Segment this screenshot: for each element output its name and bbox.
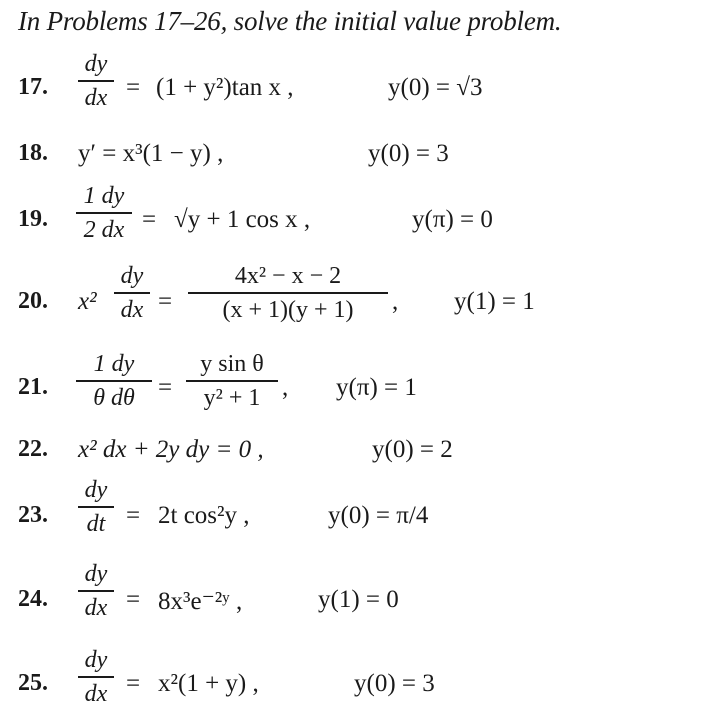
- right-hand-side: (1 + y²)tan x ,: [156, 74, 294, 101]
- problem-number: 18.: [18, 140, 48, 166]
- equals-sign: =: [126, 502, 141, 529]
- problem-19: [18, 182, 708, 242]
- problem-21: [18, 350, 708, 410]
- fraction-denominator: dx: [84, 594, 108, 621]
- derivative-fraction: [78, 560, 114, 622]
- fraction-numerator: 1 dy: [93, 351, 135, 377]
- initial-condition: y(0) = 2: [372, 436, 453, 463]
- initial-condition: y(π) = 1: [336, 374, 417, 401]
- initial-condition: y(0) = 3: [368, 140, 449, 167]
- right-hand-side: 8x³e⁻²ʸ ,: [158, 588, 243, 615]
- equation: y′ = x³(1 − y) ,: [78, 140, 224, 167]
- fraction-numerator: dy: [84, 51, 108, 77]
- derivative-fraction: [114, 262, 150, 324]
- initial-condition: y(0) = 3: [354, 670, 435, 697]
- problem-25: [18, 646, 708, 706]
- equals-sign: =: [142, 206, 157, 233]
- fraction-numerator: dy: [120, 263, 144, 289]
- equation: x² dx + 2y dy = 0 ,: [78, 436, 264, 463]
- problem-17: [18, 50, 708, 110]
- problem-number: 25.: [18, 670, 48, 696]
- fraction-denominator: (x + 1)(y + 1): [222, 296, 354, 323]
- problem-23: [18, 476, 708, 536]
- equals-sign: =: [126, 74, 141, 101]
- initial-condition: y(1) = 0: [318, 586, 399, 613]
- problem-20: [18, 262, 708, 322]
- equals-sign: =: [158, 288, 173, 315]
- problem-number: 19.: [18, 206, 48, 232]
- derivative-fraction: [78, 50, 114, 112]
- lhs-prefix: x²: [78, 288, 97, 315]
- fraction-numerator: 4x² − x − 2: [234, 263, 342, 289]
- fraction-denominator: dx: [120, 296, 144, 323]
- problem-number: 24.: [18, 586, 48, 612]
- derivative-fraction: [78, 646, 114, 708]
- problem-number: 23.: [18, 502, 48, 528]
- equals-sign: =: [126, 586, 141, 613]
- comma: ,: [282, 374, 289, 401]
- rhs-fraction: [188, 262, 388, 324]
- fraction-denominator: dt: [86, 510, 106, 537]
- problem-number: 22.: [18, 436, 48, 462]
- equals-sign: =: [126, 670, 141, 697]
- initial-condition: y(0) = √3: [388, 74, 483, 101]
- fraction-denominator: dx: [84, 680, 108, 707]
- fraction-numerator: 1 dy: [83, 183, 125, 209]
- right-hand-side: x²(1 + y) ,: [158, 670, 259, 697]
- initial-condition: y(1) = 1: [454, 288, 535, 315]
- fraction-denominator: θ dθ: [93, 384, 135, 411]
- right-hand-side: 2t cos²y ,: [158, 502, 250, 529]
- derivative-fraction: [78, 476, 114, 538]
- fraction-numerator: dy: [84, 561, 108, 587]
- problem-24: [18, 560, 708, 620]
- fraction-denominator: dx: [84, 84, 108, 111]
- equals-sign: =: [158, 374, 173, 401]
- initial-condition: y(0) = π/4: [328, 502, 429, 529]
- fraction-denominator: y² + 1: [203, 384, 261, 411]
- fraction-numerator: y sin θ: [200, 351, 264, 377]
- fraction-numerator: dy: [84, 647, 108, 673]
- comma: ,: [392, 288, 399, 315]
- problem-number: 20.: [18, 288, 48, 314]
- rhs-fraction: [186, 350, 278, 412]
- problem-number: 17.: [18, 74, 48, 100]
- fraction-numerator: dy: [84, 477, 108, 503]
- derivative-fraction: [76, 182, 132, 244]
- fraction-denominator: 2 dx: [83, 216, 125, 243]
- section-heading: In Problems 17–26, solve the initial value problem.: [18, 6, 562, 36]
- problem-number: 21.: [18, 374, 48, 400]
- derivative-fraction: [76, 350, 152, 412]
- right-hand-side: √y + 1 cos x ,: [174, 206, 311, 233]
- initial-condition: y(π) = 0: [412, 206, 493, 233]
